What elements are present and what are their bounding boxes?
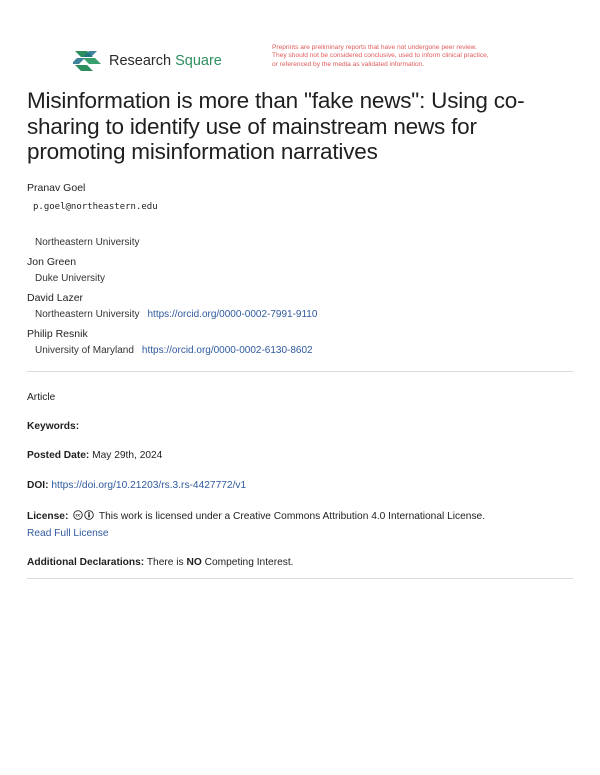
author-affiliation: Duke University — [35, 273, 106, 284]
declarations-bold: NO — [186, 557, 202, 568]
author-name: Philip Resnik — [27, 328, 88, 340]
author-affiliation-row — [35, 345, 313, 356]
author-affiliation-row — [35, 309, 317, 320]
posted-date-row — [27, 450, 162, 461]
license-icons — [73, 510, 94, 520]
research-square-logo-icon — [73, 47, 103, 75]
keywords-label: Keywords: — [27, 421, 80, 432]
author-name: Pranav Goel — [27, 182, 86, 194]
orcid-link[interactable]: https://orcid.org/0000-0002-7991-9110 — [147, 309, 318, 320]
declarations-pre: There is — [146, 557, 184, 568]
author-name: David Lazer — [27, 292, 84, 304]
read-full-license-link[interactable]: Read Full License — [27, 528, 109, 539]
doi-row — [27, 480, 246, 491]
doi-link[interactable]: https://doi.org/10.21203/rs.3.rs-4427772/v1 — [51, 480, 247, 491]
author-name: Jon Green — [27, 256, 77, 268]
disclaimer-line: Preprints are preliminary reports that have not undergone peer review. — [272, 44, 477, 51]
declarations-row — [27, 557, 294, 568]
by-icon — [84, 510, 94, 520]
declarations-post: Competing Interest. — [204, 557, 294, 568]
preprint-header — [73, 44, 543, 80]
paper-title: Misinformation is more than "fake news": Using co-sharing to identify use of mainstream news for promoting misinformation narratives — [27, 88, 525, 164]
svg-text:cc: cc — [75, 512, 81, 518]
author-email[interactable]: p.goel@northeastern.edu — [33, 202, 158, 212]
logo-wordmark — [109, 53, 222, 69]
disclaimer-line: They should not be considered conclusive, used to inform clinical practice, — [272, 52, 489, 60]
license-label: License: — [27, 511, 69, 522]
cc-icon — [73, 510, 83, 520]
divider — [27, 371, 573, 372]
declarations-label: Additional Declarations: — [27, 557, 145, 568]
article-type: Article — [27, 392, 56, 403]
research-square-logo[interactable] — [73, 47, 222, 75]
divider — [27, 578, 573, 579]
author-affiliation: Northeastern University — [35, 309, 140, 320]
posted-date-label: Posted Date: — [27, 450, 90, 461]
license-text: This work is licensed under a Creative Commons Attribution 4.0 International License. — [98, 511, 486, 522]
author-affiliation: Northeastern University — [35, 237, 140, 248]
disclaimer-line: or referenced by the media as validated information. — [272, 60, 425, 68]
logo-word-research: Research — [109, 53, 176, 69]
author-affiliation: University of Maryland — [35, 345, 134, 356]
preprint-disclaimer — [272, 44, 547, 69]
posted-date-value: May 29th, 2024 — [92, 450, 163, 461]
logo-word-square: Square — [175, 53, 222, 69]
license-row — [27, 510, 485, 522]
keywords-row — [27, 421, 79, 432]
doi-label: DOI: — [27, 480, 49, 491]
orcid-link[interactable]: https://orcid.org/0000-0002-6130-8602 — [141, 345, 313, 356]
